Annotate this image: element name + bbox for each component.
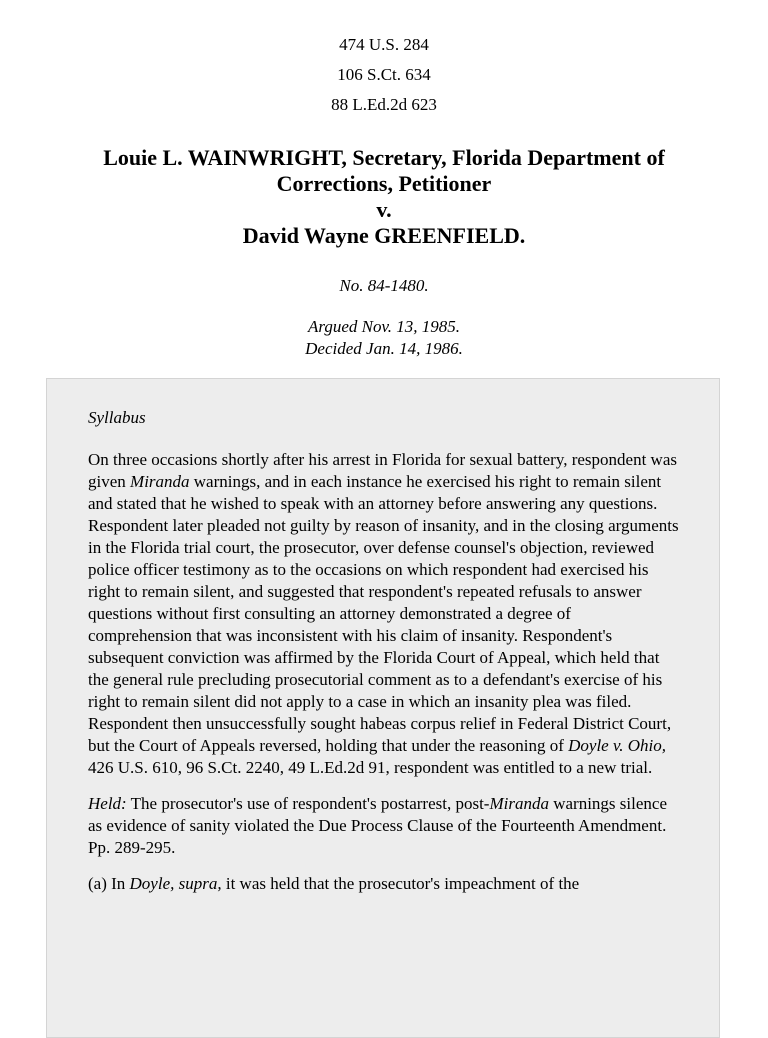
para-a-text-c: it was held that the prosecutor's impeachment of the (221, 874, 580, 893)
decided-date: Decided Jan. 14, 1986. (305, 339, 463, 358)
syllabus-paragraph-a (88, 873, 679, 895)
citation-lawyers-edition: 88 L.Ed.2d 623 (331, 95, 437, 114)
case-title-petitioner-line1: Louie L. WAINWRIGHT, Secretary, Florida Department of (103, 145, 665, 170)
held-label: Held: (88, 794, 127, 813)
syllabus-heading: Syllabus (88, 408, 146, 427)
case-title-versus: v. (376, 197, 392, 222)
citation-supreme-court-reporter: 106 S.Ct. 634 (337, 65, 431, 84)
case-dates (0, 316, 768, 360)
case-title-respondent: David Wayne GREENFIELD. (242, 223, 526, 248)
syllabus-paragraph-held (88, 793, 679, 859)
held-miranda: Miranda (489, 794, 549, 813)
para-a-doyle-supra: Doyle, supra, (129, 874, 222, 893)
facts-text-e: 426 U.S. 610, 96 S.Ct. 2240, 49 L.Ed.2d 91, respondent was entitled to a new trial. (88, 758, 653, 777)
case-title-petitioner-line2: Corrections, Petitioner (276, 171, 492, 196)
citations (0, 34, 768, 124)
citation-us-reports: 474 U.S. 284 (339, 35, 429, 54)
docket-number: No. 84-1480. (339, 276, 429, 295)
para-a-text-a: (a) In (88, 874, 130, 893)
facts-text-a: On three occasions shortly after his arrest in Florida for sexual battery, respondent was given (88, 450, 677, 491)
argued-date: Argued Nov. 13, 1985. (307, 317, 461, 336)
facts-miranda: Miranda (130, 472, 190, 491)
case-title (40, 145, 728, 249)
facts-doyle-citation: Doyle v. Ohio, (568, 736, 667, 755)
held-text-b: The prosecutor's use of respondent's postarrest, post- (126, 794, 490, 813)
facts-text-c: warnings, and in each instance he exercised his right to remain silent and stated that he wished to speak with an attorney before answering any questions. Respondent later pleaded not guilty by reason of insanity, and in the closing arguments in the Florida trial court, the prosecutor, over defense counsel's objection, reviewed police officer testimony as to the occasions on which respondent had exercised his right to remain silent, and suggested that respondent's repeated refusals to answer questions without first consulting an attorney demonstrated a degree of comprehension that was inconsistent with his claim of insanity. Respondent's subsequent conviction was affirmed by the Florida Court of Appeal, which held that the general rule precluding prosecutorial comment as to a defendant's exercise of his right to remain silent did not apply to a case in which an insanity plea was filed. Respondent then unsuccessfully sought habeas corpus relief in Federal District Court, but the Court of Appeals reversed, holding that under the reasoning of (88, 472, 679, 755)
held-text-d: warnings silence as evidence of sanity violated the Due Process Clause of the Fourteenth Amendment. Pp. 289-295. (88, 794, 667, 857)
syllabus-paragraph-facts (88, 449, 679, 779)
syllabus-panel (46, 378, 720, 1038)
